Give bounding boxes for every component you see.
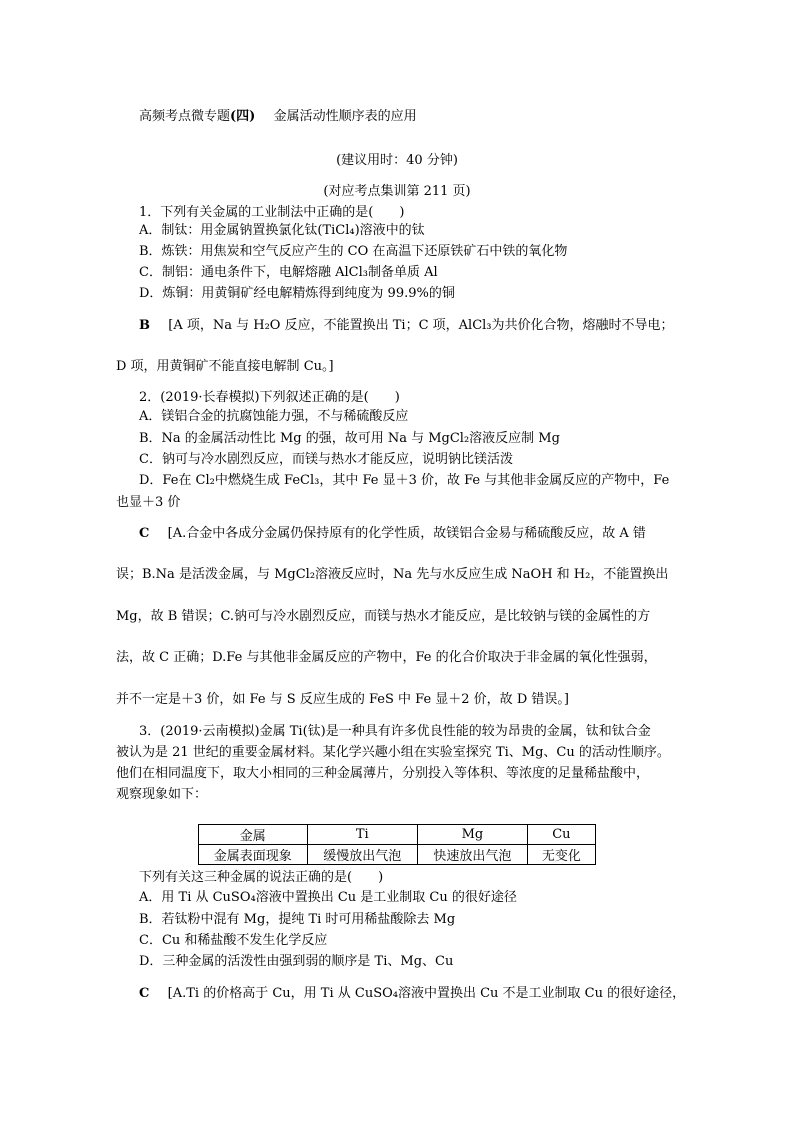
table-cell: 快速放出气泡: [418, 845, 528, 865]
q2-option-d-cont: 也显＋3 价: [116, 495, 181, 510]
table-cell: 无变化: [527, 845, 595, 865]
q3-answer-letter: C: [139, 986, 150, 1001]
q3-stem-line-3: 他们在相同温度下，取大小相同的三种金属薄片，分别投入等体积、等浓度的足量稀盐酸中，: [116, 766, 650, 781]
q2-explanation-line-3: Mg，故 B 错误；C.钠可与冷水剧烈反应，而镁与热水才能反应，是比较钠与镁的金属性的方: [116, 609, 651, 624]
q2-explanation-line-4: 法，故 C 正确；D.Fe 与其他非金属反应的产物中，Fe 的化合价取决于非金属的氧化性强弱，: [116, 650, 657, 665]
q3-option-d: D．三种金属的活泼性由强到弱的顺序是 Ti、Mg、Cu: [139, 954, 454, 969]
q2-answer: [139, 525, 646, 543]
q2-option-d: D．Fe在 Cl₂中燃烧生成 FeCl₃，其中 Fe 显＋3 价，故 Fe 与其他非金属反应的产物中，Fe: [139, 473, 670, 488]
q3-stem-line-2: 被认为是 21 世纪的重要金属材料。某化学兴趣小组在实验室探究 Ti、Mg、Cu 的活动性顺序。: [116, 745, 670, 760]
q2-answer-letter: C: [139, 526, 150, 541]
q2-option-b: B．Na 的金属活动性比 Mg 的强，故可用 Na 与 MgCl₂溶液反应制 Mg: [139, 431, 560, 446]
section-title: 金属活动性顺序表的应用: [273, 109, 417, 124]
q1-option-c: C．制铝：通电条件下，电解熔融 AlCl₃制备单质 Al: [139, 265, 438, 280]
q3-stem-line-1: 3．(2019·云南模拟)金属 Ti(钛)是一种具有许多优良性能的较为昂贵的金属，钛和钛合金: [139, 724, 651, 739]
reference-page: (对应考点集训第 211 页): [323, 184, 471, 199]
q1-answer: [139, 317, 674, 335]
table-header-cell: Mg: [418, 825, 528, 845]
q1-answer-letter: B: [139, 318, 150, 333]
q1-stem: 1．下列有关金属的工业制法中正确的是( ): [139, 205, 405, 220]
q3-explanation-line-1: [A.Ti 的价格高于 Cu，用 Ti 从 CuSO₄溶液中置换出 Cu 不是工业制取 Cu 的很好途径，: [167, 986, 686, 1001]
table-header-row: [199, 825, 596, 845]
q2-explanation-line-1: [A.合金中各成分金属仍保持原有的化学性质，故镁铝合金易与稀硫酸反应，故 A 错: [167, 526, 646, 541]
series-number: (四): [230, 109, 256, 124]
q3-option-b: B．若钛粉中混有 Mg，提纯 Ti 时可用稀盐酸除去 Mg: [139, 912, 456, 927]
q3-option-a: A．用 Ti 从 CuSO₄溶液中置换出 Cu 是工业制取 Cu 的很好途径: [139, 890, 517, 905]
q2-option-a: A．镁铝合金的抗腐蚀能力强，不与稀硫酸反应: [139, 409, 409, 424]
table-header-cell: Cu: [527, 825, 595, 845]
q1-option-a: A．制钛：用金属钠置换氯化钛(TiCl₄)溶液中的钛: [139, 223, 425, 238]
table-header-cell: 金属: [199, 825, 308, 845]
table-row: [199, 845, 596, 865]
suggested-time: (建议用时：40 分钟): [336, 153, 458, 168]
q2-explanation-line-2: 误；B.Na 是活泼金属，与 MgCl₂溶液反应时，Na 先与水反应生成 NaOH 和 H₂，不能置换出: [116, 567, 669, 582]
observation-table: [198, 824, 596, 865]
q1-option-d: D．炼铜：用黄铜矿经电解精炼得到纯度为 99.9%的铜: [139, 286, 455, 301]
q1-option-b: B．炼铁：用焦炭和空气反应产生的 CO 在高温下还原铁矿石中铁的氧化物: [139, 244, 568, 259]
section-header: [139, 108, 417, 126]
table-header-cell: Ti: [307, 825, 418, 845]
series-label: 高频考点微专题: [139, 109, 231, 124]
q2-explanation-line-5: 并不一定是＋3 价，如 Fe 与 S 反应生成的 FeS 中 Fe 显＋2 价，故 D 错误。]: [116, 692, 569, 707]
q2-option-c: C．钠可与冷水剧烈反应，而镁与热水才能反应，说明钠比镁活泼: [139, 452, 513, 467]
q1-explanation-line-1: [A 项，Na 与 H₂O 反应，不能置换出 Ti；C 项，AlCl₃为共价化合物，熔融时不导电；: [168, 318, 674, 333]
q3-stem-line-4: 观察现象如下：: [116, 787, 208, 802]
q3-option-c: C．Cu 和稀盐酸不发生化学反应: [139, 933, 328, 948]
q2-stem: 2．(2019·长春模拟)下列叙述正确的是( ): [139, 390, 400, 405]
q1-explanation-line-2: D 项，用黄铜矿不能直接电解制 Cu。]: [116, 359, 334, 374]
q3-question: 下列有关这三种金属的说法正确的是( ): [139, 870, 384, 885]
table-cell: 缓慢放出气泡: [307, 845, 418, 865]
table-cell: 金属表面现象: [199, 845, 308, 865]
q3-answer: [139, 985, 685, 1003]
